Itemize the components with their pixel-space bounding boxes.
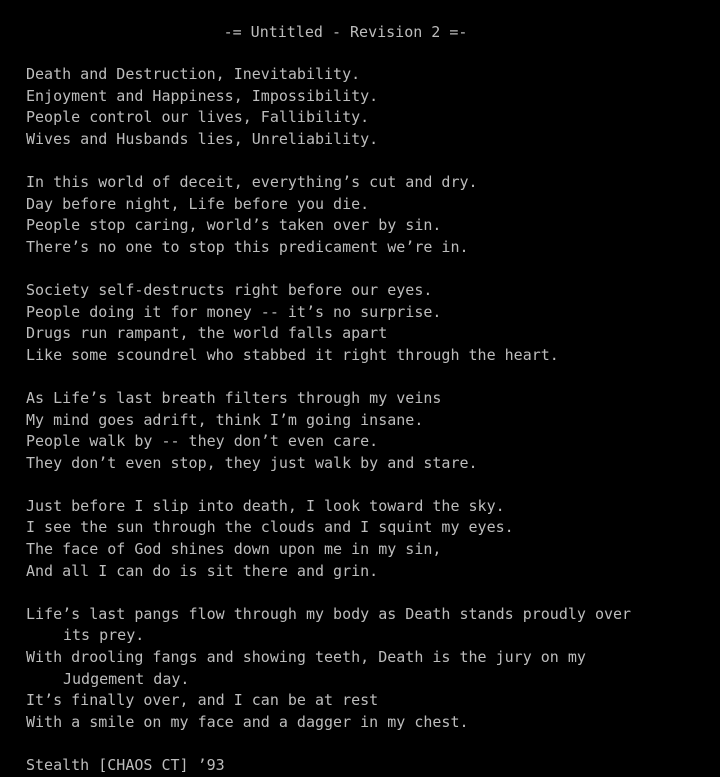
- poem-line: I see the sun through the clouds and I squint my eyes.: [26, 518, 514, 537]
- poem-line-continuation: Judgement day.: [63, 669, 190, 688]
- poem-line: Death and Destruction, Inevitability.: [26, 65, 361, 83]
- poem-line: My mind goes adrift, think I’m going insane.: [26, 410, 424, 429]
- poem-line: In this world of deceit, everything’s cut and dry.: [26, 172, 478, 191]
- poem-line: It’s finally over, and I can be at rest: [26, 691, 379, 710]
- poem-line: People walk by -- they don’t even care.: [26, 432, 379, 451]
- poem-line: Day before night, Life before you die.: [26, 194, 370, 213]
- poem-line: With drooling fangs and showing teeth, Death is the jury on my: [26, 648, 586, 667]
- poem-body: [26, 64, 716, 777]
- poem-line: People control our lives, Fallibility.: [26, 108, 370, 127]
- poem-line: Life’s last pangs flow through my body as Death stands proudly over: [26, 604, 632, 623]
- poem-line: There’s no one to stop this predicament we’re in.: [26, 237, 469, 256]
- poem-line: Wives and Husbands lies, Unreliability.: [26, 129, 379, 148]
- stanza-break: [26, 474, 716, 496]
- poem-line: People doing it for money -- it’s no surprise.: [26, 302, 442, 321]
- poem-line: Just before I slip into death, I look toward the sky.: [26, 496, 505, 515]
- poem-line: Drugs run rampant, the world falls apart: [26, 324, 388, 343]
- poem-line: People stop caring, world’s taken over by sin.: [26, 216, 442, 235]
- stanza-break: [26, 582, 716, 604]
- poem-line: And all I can do is sit there and grin.: [26, 561, 379, 580]
- poem-line: With a smile on my face and a dagger in my chest.: [26, 712, 469, 731]
- stanza-break: [26, 150, 716, 172]
- poem-line: As Life’s last breath filters through my veins: [26, 388, 442, 407]
- stanza-break: [26, 258, 716, 280]
- poem-line: They don’t even stop, they just walk by and stare.: [26, 453, 478, 472]
- stanza-break: [26, 366, 716, 388]
- stanza-break: [26, 733, 716, 755]
- document-title: -= Untitled - Revision 2 =-: [223, 23, 468, 41]
- author-signature: Stealth [CHAOS CT] ’93: [26, 756, 225, 774]
- poem-line: Like some scoundrel who stabbed it right through the heart.: [26, 345, 559, 364]
- poem-line: Society self-destructs right before our eyes.: [26, 280, 433, 299]
- poem-line: The face of God shines down upon me in my sin,: [26, 540, 442, 559]
- poem-line-continuation: its prey.: [63, 626, 145, 645]
- poem-line: Enjoyment and Happiness, Impossibility.: [26, 86, 379, 105]
